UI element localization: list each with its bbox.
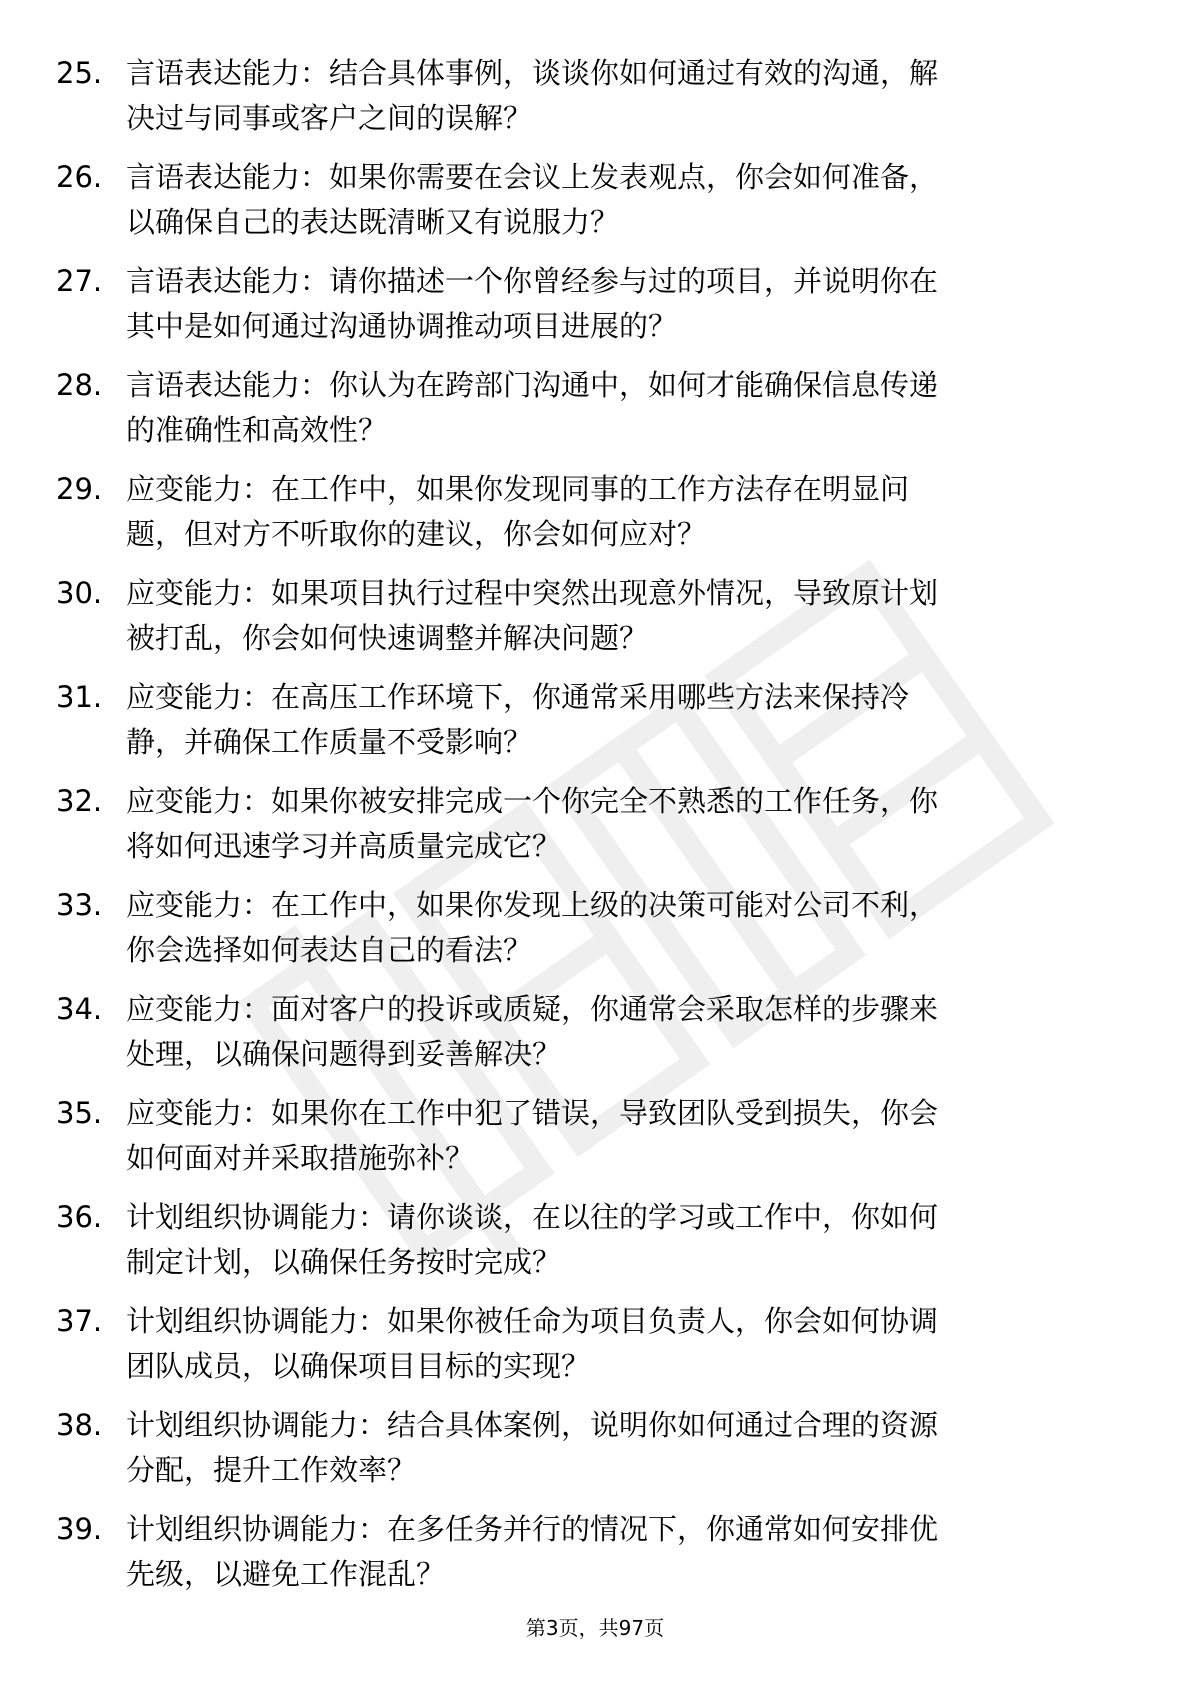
question-text-line: 应变能力：在工作中，如果你发现同事的工作方法存在明显问 xyxy=(126,472,910,506)
question-text xyxy=(126,675,1116,765)
question-item xyxy=(0,883,1190,987)
question-text xyxy=(126,1091,1116,1181)
page-footer: 第3页，共97页 xyxy=(525,1616,665,1640)
question-text-line: 静，并确保工作质量不受影响？ xyxy=(126,725,533,759)
question-text xyxy=(126,779,1116,869)
question-text xyxy=(126,51,1116,141)
question-text-line: 将如何迅速学习并高质量完成它？ xyxy=(126,829,562,863)
question-number: 29. xyxy=(56,472,103,506)
question-text-line: 应变能力：在工作中，如果你发现上级的决策可能对公司不利， xyxy=(126,888,939,922)
question-item xyxy=(0,1507,1190,1611)
question-text xyxy=(126,1403,1116,1493)
question-item xyxy=(0,155,1190,259)
question-number: 33. xyxy=(56,888,103,922)
question-text-line: 应变能力：在高压工作环境下，你通常采用哪些方法来保持冷 xyxy=(126,680,910,714)
question-number: 37. xyxy=(56,1304,103,1338)
question-text-line: 计划组织协调能力：请你谈谈，在以往的学习或工作中，你如何 xyxy=(126,1200,939,1234)
question-item xyxy=(0,675,1190,779)
question-text-line: 你会选择如何表达自己的看法？ xyxy=(126,933,533,967)
question-text-line: 其中是如何通过沟通协调推动项目进展的？ xyxy=(126,309,678,343)
question-text xyxy=(126,155,1116,245)
question-list xyxy=(0,51,1190,1611)
question-item xyxy=(0,259,1190,363)
question-text-line: 应变能力：如果你被安排完成一个你完全不熟悉的工作任务，你 xyxy=(126,784,939,818)
question-text xyxy=(126,1195,1116,1285)
question-text-line: 分配，提升工作效率？ xyxy=(126,1453,417,1487)
question-text-line: 应变能力：如果你在工作中犯了错误，导致团队受到损失，你会 xyxy=(126,1096,939,1130)
question-text-line: 计划组织协调能力：结合具体案例，说明你如何通过合理的资源 xyxy=(126,1408,939,1442)
question-text-line: 团队成员，以确保项目目标的实现？ xyxy=(126,1349,591,1383)
question-text-line: 的准确性和高效性？ xyxy=(126,413,388,447)
question-item xyxy=(0,363,1190,467)
question-text-line: 言语表达能力：请你描述一个你曾经参与过的项目，并说明你在 xyxy=(126,264,939,298)
question-text-line: 计划组织协调能力：在多任务并行的情况下，你通常如何安排优 xyxy=(126,1512,939,1546)
question-number: 32. xyxy=(56,784,103,818)
question-item xyxy=(0,571,1190,675)
question-item xyxy=(0,467,1190,571)
question-text-line: 言语表达能力：结合具体事例，谈谈你如何通过有效的沟通，解 xyxy=(126,56,939,90)
question-item xyxy=(0,1299,1190,1403)
question-number: 28. xyxy=(56,368,103,402)
question-text xyxy=(126,363,1116,453)
question-text-line: 应变能力：如果项目执行过程中突然出现意外情况，导致原计划 xyxy=(126,576,939,610)
question-item xyxy=(0,1091,1190,1195)
question-text-line: 制定计划，以确保任务按时完成？ xyxy=(126,1245,562,1279)
question-text xyxy=(126,571,1116,661)
question-item xyxy=(0,1195,1190,1299)
question-text-line: 如何面对并采取措施弥补？ xyxy=(126,1141,475,1175)
question-text-line: 题，但对方不听取你的建议，你会如何应对？ xyxy=(126,517,707,551)
question-number: 27. xyxy=(56,264,103,298)
question-number: 30. xyxy=(56,576,103,610)
question-item xyxy=(0,779,1190,883)
question-text xyxy=(126,883,1116,973)
question-number: 39. xyxy=(56,1512,103,1546)
question-number: 38. xyxy=(56,1408,103,1442)
question-item xyxy=(0,1403,1190,1507)
question-text-line: 以确保自己的表达既清晰又有说服力？ xyxy=(126,205,620,239)
question-text xyxy=(126,259,1116,349)
question-text xyxy=(126,1507,1116,1597)
question-text-line: 先级，以避免工作混乱？ xyxy=(126,1557,446,1591)
question-text-line: 被打乱，你会如何快速调整并解决问题？ xyxy=(126,621,649,655)
question-text-line: 应变能力：面对客户的投诉或质疑，你通常会采取怎样的步骤来 xyxy=(126,992,939,1026)
question-text-line: 言语表达能力：你认为在跨部门沟通中，如何才能确保信息传递 xyxy=(126,368,939,402)
question-text xyxy=(126,1299,1116,1389)
question-text-line: 处理，以确保问题得到妥善解决？ xyxy=(126,1037,562,1071)
question-text xyxy=(126,987,1116,1077)
question-number: 36. xyxy=(56,1200,103,1234)
question-number: 34. xyxy=(56,992,103,1026)
question-number: 26. xyxy=(56,160,103,194)
question-item xyxy=(0,51,1190,155)
question-text-line: 决过与同事或客户之间的误解？ xyxy=(126,101,533,135)
question-item xyxy=(0,987,1190,1091)
question-number: 31. xyxy=(56,680,103,714)
question-text-line: 计划组织协调能力：如果你被任命为项目负责人，你会如何协调 xyxy=(126,1304,939,1338)
question-number: 25. xyxy=(56,56,103,90)
question-number: 35. xyxy=(56,1096,103,1130)
question-text-line: 言语表达能力：如果你需要在会议上发表观点，你会如何准备， xyxy=(126,160,939,194)
question-text xyxy=(126,467,1116,557)
